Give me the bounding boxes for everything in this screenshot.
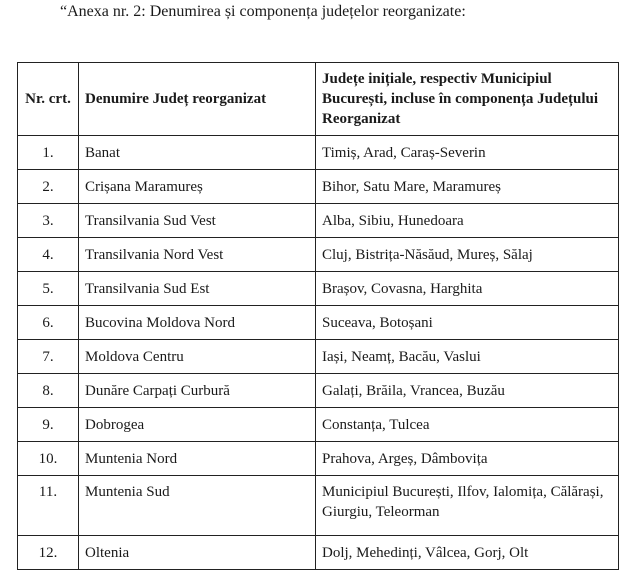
row-name: Bucovina Moldova Nord <box>79 306 316 340</box>
header-name: Denumire Județ reorganizat <box>79 63 316 136</box>
row-components: Bihor, Satu Mare, Maramureș <box>316 170 619 204</box>
table-header-row <box>18 63 619 136</box>
row-name: Crișana Maramureș <box>79 170 316 204</box>
row-name: Muntenia Nord <box>79 442 316 476</box>
table-row <box>18 536 619 570</box>
table-row <box>18 272 619 306</box>
table-row <box>18 442 619 476</box>
row-nr: 6. <box>18 306 79 340</box>
row-components: Timiș, Arad, Caraș-Severin <box>316 136 619 170</box>
row-components: Galați, Brăila, Vrancea, Buzău <box>316 374 619 408</box>
row-name: Muntenia Sud <box>79 476 316 536</box>
header-nr: Nr. crt. <box>18 63 79 136</box>
row-nr: 4. <box>18 238 79 272</box>
table-row <box>18 476 619 536</box>
row-nr: 7. <box>18 340 79 374</box>
table-row <box>18 136 619 170</box>
table-row <box>18 306 619 340</box>
row-nr: 12. <box>18 536 79 570</box>
row-nr: 9. <box>18 408 79 442</box>
row-name: Dunăre Carpați Curbură <box>79 374 316 408</box>
row-components: Cluj, Bistrița-Năsăud, Mureș, Sălaj <box>316 238 619 272</box>
row-name: Transilvania Sud Vest <box>79 204 316 238</box>
row-nr: 5. <box>18 272 79 306</box>
row-components: Constanța, Tulcea <box>316 408 619 442</box>
row-components: Alba, Sibiu, Hunedoara <box>316 204 619 238</box>
row-nr: 8. <box>18 374 79 408</box>
table-row <box>18 238 619 272</box>
row-nr: 10. <box>18 442 79 476</box>
row-name: Dobrogea <box>79 408 316 442</box>
table-row <box>18 374 619 408</box>
header-components: Județe inițiale, respectiv Municipiul București, incluse în componența Județului Reorganizat <box>316 63 619 136</box>
row-name: Banat <box>79 136 316 170</box>
row-name: Transilvania Sud Est <box>79 272 316 306</box>
counties-table <box>17 62 619 570</box>
row-components: Dolj, Mehedinți, Vâlcea, Gorj, Olt <box>316 536 619 570</box>
row-components: Prahova, Argeș, Dâmbovița <box>316 442 619 476</box>
row-nr: 3. <box>18 204 79 238</box>
row-name: Moldova Centru <box>79 340 316 374</box>
row-nr: 11. <box>18 476 79 536</box>
row-nr: 2. <box>18 170 79 204</box>
row-components: Iași, Neamț, Bacău, Vaslui <box>316 340 619 374</box>
table-row <box>18 204 619 238</box>
row-components: Municipiul București, Ilfov, Ialomița, Călărași, Giurgiu, Teleorman <box>316 476 619 536</box>
row-components: Suceava, Botoșani <box>316 306 619 340</box>
table-row <box>18 408 619 442</box>
row-nr: 1. <box>18 136 79 170</box>
table-row <box>18 170 619 204</box>
table-row <box>18 340 619 374</box>
row-name: Oltenia <box>79 536 316 570</box>
row-components: Brașov, Covasna, Harghita <box>316 272 619 306</box>
annex-caption: “Anexa nr. 2: Denumirea și componența județelor reorganizate: <box>60 3 466 20</box>
row-name: Transilvania Nord Vest <box>79 238 316 272</box>
